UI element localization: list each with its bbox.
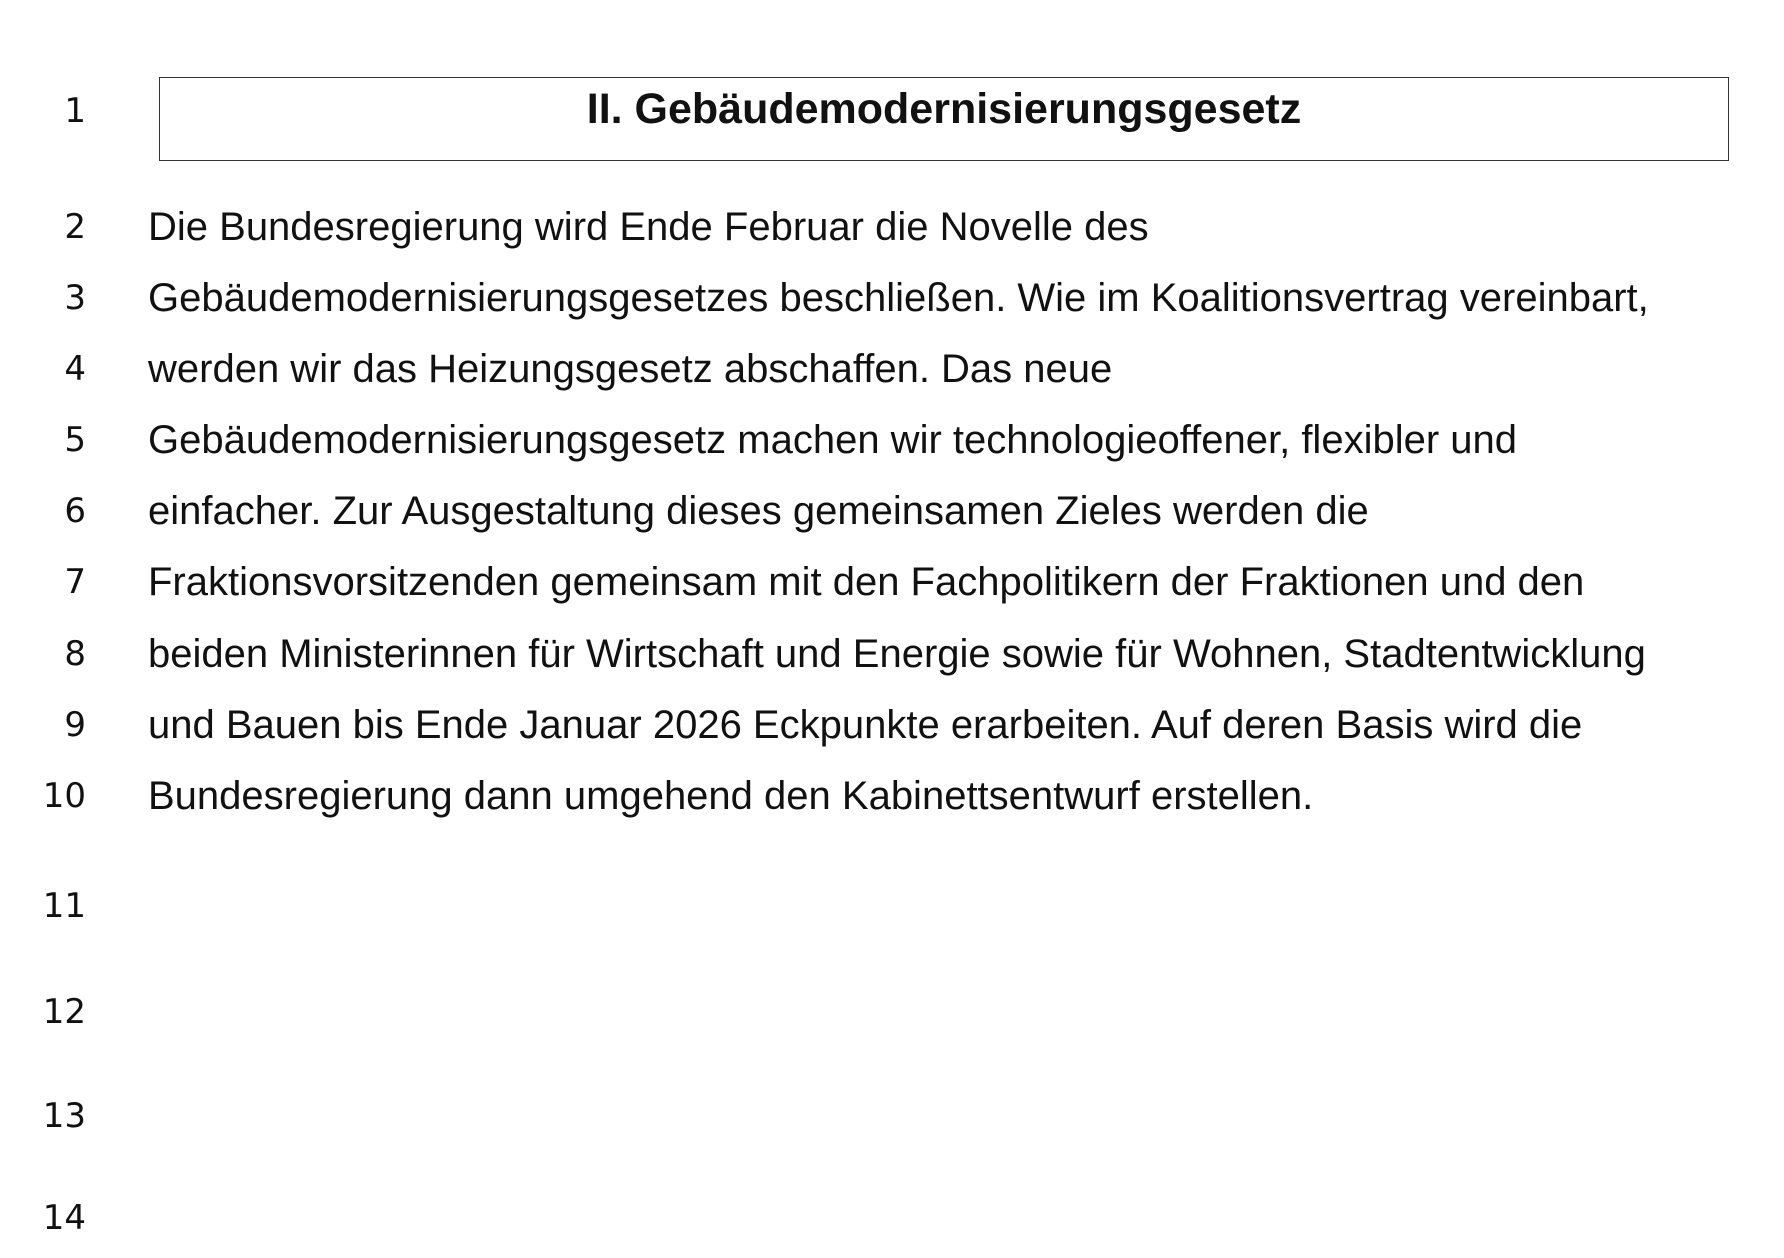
text-line: Die Bundesregierung wird Ende Februar die Novelle des xyxy=(148,205,1149,249)
text-line: Gebäudemodernisierungsgesetz machen wir technologieoffener, flexibler und xyxy=(148,418,1518,462)
line-number: 8 xyxy=(64,634,86,674)
line-number: 12 xyxy=(42,992,86,1032)
line-number: 11 xyxy=(42,886,86,926)
line-number: 4 xyxy=(64,349,86,389)
line-number: 1 xyxy=(64,91,86,131)
line-number: 7 xyxy=(64,562,86,602)
line-number: 3 xyxy=(64,278,86,318)
line-number: 6 xyxy=(64,491,86,531)
text-line: beiden Ministerinnen für Wirtschaft und Energie sowie für Wohnen, Stadtentwicklung xyxy=(148,632,1646,676)
line-number: 13 xyxy=(42,1096,86,1136)
text-line: Bundesregierung dann umgehend den Kabinettsentwurf erstellen. xyxy=(148,774,1314,818)
text-line: und Bauen bis Ende Januar 2026 Eckpunkte erarbeiten. Auf deren Basis wird die xyxy=(148,703,1583,747)
text-line: Gebäudemodernisierungsgesetzes beschließen. Wie im Koalitionsvertrag vereinbart, xyxy=(148,276,1649,320)
line-number: 9 xyxy=(64,705,86,745)
line-number: 5 xyxy=(64,420,86,460)
section-title: II. Gebäudemodernisierungsgesetz xyxy=(586,85,1302,133)
line-number: 10 xyxy=(42,776,86,816)
text-line: einfacher. Zur Ausgestaltung dieses gemeinsamen Zieles werden die xyxy=(148,489,1369,533)
line-number: 14 xyxy=(42,1198,86,1238)
line-number: 2 xyxy=(64,207,86,247)
text-line: werden wir das Heizungsgesetz abschaffen. Das neue xyxy=(148,347,1113,391)
section-heading-box xyxy=(159,77,1729,161)
text-line: Fraktionsvorsitzenden gemeinsam mit den Fachpolitikern der Fraktionen und den xyxy=(148,560,1585,604)
